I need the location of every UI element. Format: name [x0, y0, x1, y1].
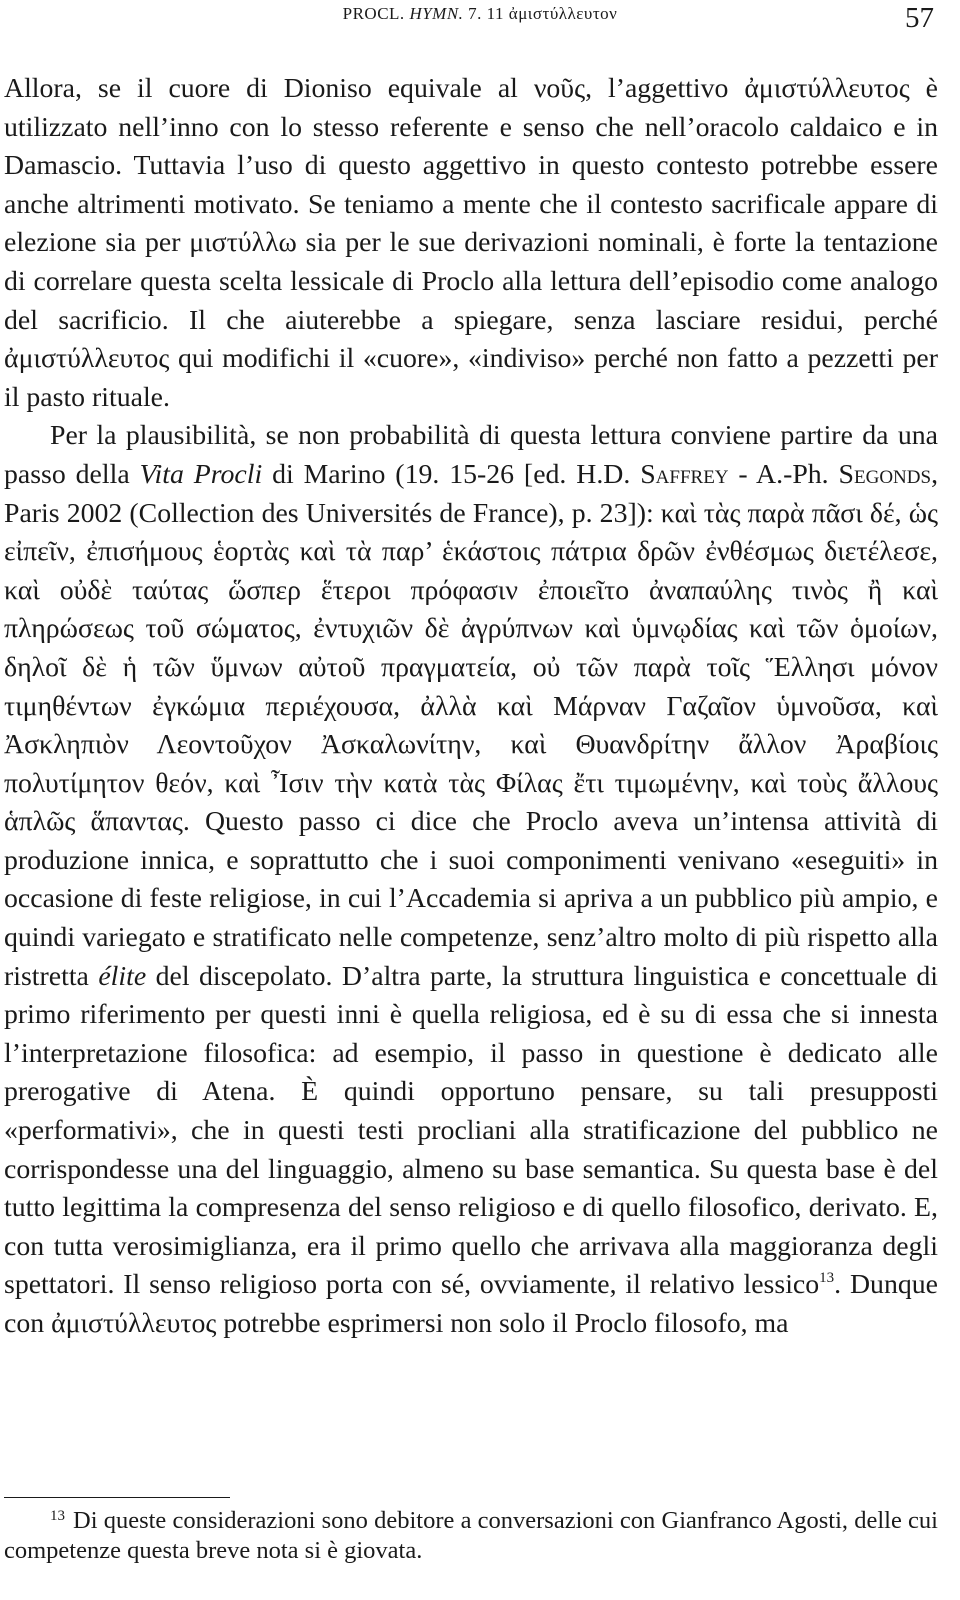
author-segonds: Segonds [838, 458, 932, 490]
paragraph-1: Allora, se il cuore di Dioniso equivale al νοῦς, l’aggettivo ἀμιστύλλευτος è utilizzato nell’inno con lo stesso referente e senso che nell’oracolo caldaico e in Damascio. Tuttavia l’uso di questo aggettivo in questo contesto potrebbe essere anche altrimenti motivato. Se teniamo a mente che il contesto sacrificale appare di elezione sia per μιστύλλω sia per le sue derivazioni nominali, è forte la tentazione di correlare questa scelta lessicale di Proclo alla lettura dell’episodio come analogo del sacrificio. Il che aiuterebbe a spiegare, senza lasciare residui, perché ἀμιστύλλευτος qui modifichi il «cuore», «indiviso» perché non fatto a pezzetti per il pasto rituale. [4, 73, 938, 413]
running-head: PROCL. HYMN. 7. 11 ἀμιστύλλευτον [342, 4, 618, 23]
footnote-text: Di queste considerazioni sono debitore a conversazioni con Gianfranco Agosti, delle cui competenze questa breve nota si è giovata. [4, 1507, 938, 1564]
page-number: 57 [905, 2, 934, 34]
footnote-rule [4, 1497, 230, 1498]
italic-term: élite [98, 960, 147, 992]
author-saffrey: Saffrey [640, 458, 729, 490]
running-head-italic: HYMN. [409, 4, 464, 23]
page-header [0, 0, 960, 50]
footnote [4, 1506, 938, 1566]
main-text [4, 70, 938, 1344]
paragraph-2: Per la plausibilità, se non probabilità di questa lettura conviene partire da una passo della Vita Procli di Marino (19. 15-26 [ed. H.D. Saffrey - A.-Ph. Segonds, Paris 2002 (Collection des Universités de France), p. 23]): καὶ τὰς παρὰ πᾶσι δέ, ὡς εἰπεῖν, ἐπισήμους ἑορτὰς καὶ τὰ παρ’ ἑκάστοις πάτρια δρῶν ἐνθέσμως διετέλεσε, καὶ οὐδὲ ταύτας ὥσπερ ἕτεροι πρόφασιν ἐποιεῖτο ἀναπαύλης τινὸς ἢ καὶ πληρώσεως τοῦ σώματος, ἐντυχιῶν δὲ ἀγρύπνων καὶ ὑμνῳδίας καὶ τῶν ὁμοίων, δηλοῖ δὲ ἡ τῶν ὕμνων αὐτοῦ πραγματεία, οὐ τῶν παρὰ τοῖς Ἕλλησι μόνον τιμηθέντων ἐγκώμια περιέχουσα, ἀλλὰ καὶ Μάρναν Γαζαῖον ὑμνοῦσα, καὶ Ἀσκληπιὸν Λεοντοῦχον Ἀσκαλωνίτην, καὶ Θυανδρίτην ἄλλον Ἀραβίοις πολυτίμητον θεόν, καὶ Ἶσιν τὴν κατὰ τὰς Φίλας ἔτι τιμωμένην, καὶ τοὺς ἄλλους ἁπλῶς ἅπαντας. Questo passo ci dice che Proclo aveva un’intensa attività di produzione innica, e soprattutto che i suoi componimenti venivano «eseguiti» in occasione di feste religiose, in cui l’Accademia si apriva a un pubblico più ampio, e quindi variegato e stratificato nelle competenze, senz’altro molto di più rispetto alla ristretta élite del discepolato. D’altra parte, la struttura linguistica e concettuale di primo riferimento per questi inni è quella religiosa, ed è su di essa che si innesta l’interpretazione filosofica: ad esempio, il passo in questione è dedicato alle prerogative di Atena. È quindi opportuno pensare, su tali presupposti «performativi», che in questi testi procliani alla stratificazione del pubblico ne corrispondesse una del linguaggio, almeno su base semantica. Su questa base è del tutto legittima la compresenza del senso religioso e di quello filosofico, derivato. E, con tutta verosimiglianza, era il primo quello che arrivava alla maggioranza degli spettatori. Il senso religioso porta con sé, ovviamente, il relativo lessico$^{13}$. Dunque con ἀμιστύλλευτος potrebbe esprimersi non solo il Proclo filosofo, ma [4, 420, 939, 1339]
footnote-number: 13 [50, 1508, 65, 1524]
work-title: Vita Procli [139, 458, 263, 490]
footnote-reference[interactable]: 13 [819, 1270, 835, 1287]
